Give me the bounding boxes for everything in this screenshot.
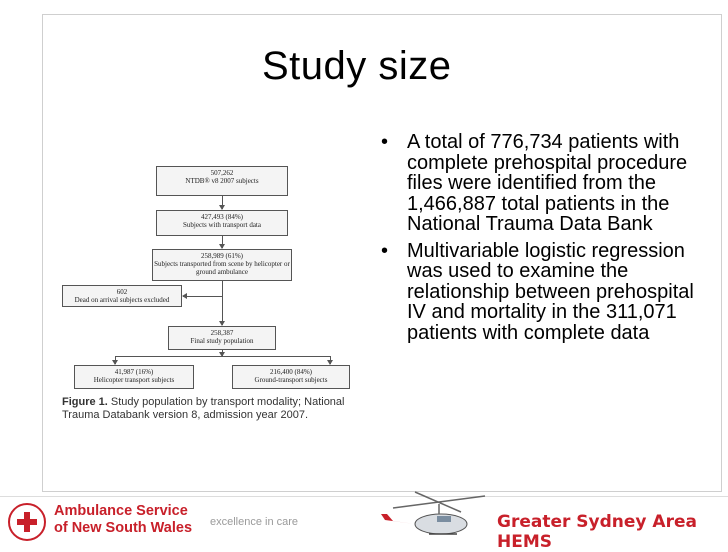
flow-box-count: 258,387 bbox=[210, 329, 234, 337]
flow-box-label: Helicopter transport subjects bbox=[93, 376, 175, 384]
org-name bbox=[54, 503, 192, 537]
caption-text: Study population by transport modality; National Trauma Databank version 8, admission year 2007. bbox=[62, 396, 345, 421]
bullet-text: A total of 776,734 patients with complete prehospital procedure files were identified from the 1,466,887 total patients in the National Trauma Data Bank bbox=[407, 131, 688, 235]
flow-arrow bbox=[222, 281, 223, 325]
flow-box-ntdb bbox=[156, 166, 288, 196]
bullet-text: Multivariable logistic regression was used to examine the relationship between prehospital IV and mortality in the 311,071 patients with complete data bbox=[407, 239, 694, 344]
flow-box-transport bbox=[156, 210, 288, 236]
flow-box-count: 427,493 (84%) bbox=[201, 213, 243, 221]
flow-arrow bbox=[222, 196, 223, 209]
flow-box-count: 507,262 bbox=[210, 169, 234, 177]
flow-box-label: Ground-transport subjects bbox=[254, 376, 328, 384]
flow-arrow bbox=[183, 296, 222, 297]
footer-divider bbox=[0, 496, 728, 497]
flow-box-count: 216,400 (84%) bbox=[270, 368, 312, 376]
flow-box-scene bbox=[152, 249, 292, 281]
flow-arrow bbox=[222, 236, 223, 248]
flow-box-count: 258,989 (61%) bbox=[201, 252, 243, 260]
tagline: excellence in care bbox=[210, 516, 299, 528]
flow-box-final bbox=[168, 326, 276, 350]
flow-box-label: Subjects with transport data bbox=[183, 221, 261, 229]
flow-arrow bbox=[115, 356, 116, 364]
flow-box-helicopter bbox=[74, 365, 194, 389]
figure-caption bbox=[62, 396, 352, 422]
org-name-line: Ambulance Service bbox=[54, 503, 188, 519]
bullet-glyph: • bbox=[381, 131, 389, 153]
flow-box-label: Dead on arrival subjects excluded bbox=[74, 296, 170, 304]
flow-arrow bbox=[330, 356, 331, 364]
flow-box-doa bbox=[62, 285, 182, 307]
flow-box-ground bbox=[232, 365, 350, 389]
caption-label: Figure 1. bbox=[62, 396, 108, 408]
flow-box-label: NTDB® v8 2007 subjects bbox=[185, 177, 259, 185]
flowchart-figure bbox=[60, 160, 350, 430]
bullet-list bbox=[375, 132, 705, 349]
bullet-glyph: • bbox=[381, 239, 389, 262]
helicopter-icon bbox=[375, 490, 495, 546]
slide-title: Study size bbox=[262, 44, 452, 88]
ambulance-logo-icon bbox=[8, 503, 46, 541]
flow-box-count: 602 bbox=[116, 288, 128, 296]
bullet-item bbox=[375, 132, 705, 235]
flow-box-label: Subjects transported from scene by helicopter or ground ambulance bbox=[154, 260, 290, 276]
bullet-item bbox=[375, 241, 705, 344]
flow-box-label: Final study population bbox=[190, 337, 254, 345]
flow-connector bbox=[222, 350, 223, 356]
org-name-line: of New South Wales bbox=[54, 520, 193, 536]
hems-title: Greater Sydney Area HEMS bbox=[497, 512, 697, 552]
flow-box-count: 41,987 (16%) bbox=[114, 368, 154, 376]
